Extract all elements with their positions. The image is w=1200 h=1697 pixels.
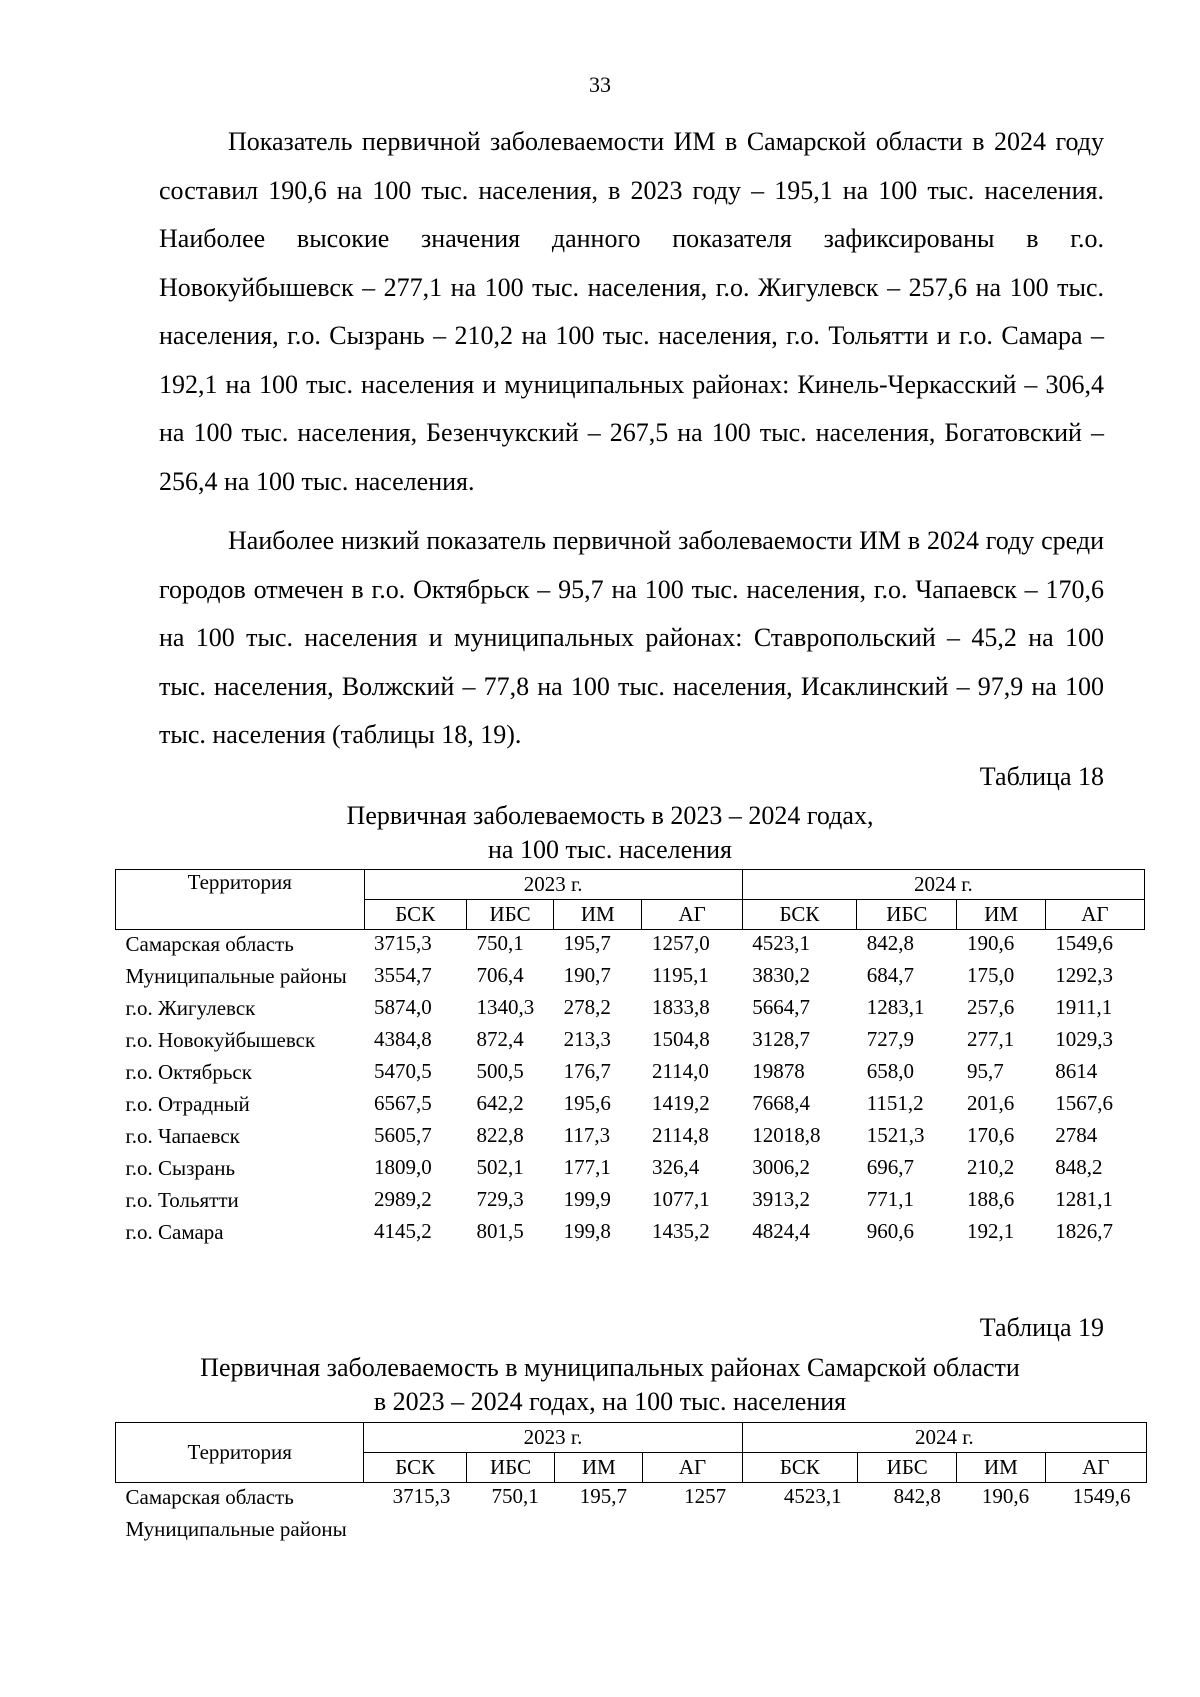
year-2024-header: 2024 г.	[742, 870, 1144, 900]
table-cell: 3830,2	[752, 963, 810, 987]
table-cell: 1195,1	[651, 963, 709, 987]
territory-name: Самарская область	[125, 932, 294, 956]
paragraph-1: Показатель первичной заболеваемости ИМ в Самарской области в 2024 году составил 190,6 на 100 тыс. населения, в 2023 году – 195,1 на 100 тыс. населения. Наиболее высокие значения данного показателя зафиксированы в г.о. Новокуйбышевск – 277,1 на 100 тыс. населения, г.о. Жигулевск – 257,6 на 100 тыс. населения, г.о. Сызрань – 210,2 на 100 тыс. населения, г.о. Тольятти и г.о. Самара – 192,1 на 100 тыс. населения и муниципальных районах: Кинель-Черкасский – 306,4 на 100 тыс. населения, Безенчукский – 267,5 на 100 тыс. населения, Богатовский – 256,4 на 100 тыс. населения.	[159, 127, 1104, 496]
column-header: БСК	[742, 1453, 858, 1483]
column-header: БСК	[364, 900, 466, 930]
table-cell: 4523,1	[783, 1484, 842, 1508]
table-cell: 199,9	[563, 1187, 611, 1211]
table-cell: 8614	[1055, 1059, 1098, 1083]
column-header: АГ	[642, 900, 742, 930]
table-cell: 1833,8	[651, 995, 710, 1019]
territory-header: Территория	[116, 870, 365, 930]
table-cell: 4523,1	[752, 931, 810, 955]
table-cell: 4145,2	[374, 1219, 432, 1243]
table-cell: 771,1	[866, 1187, 914, 1211]
paragraph-2: Наиболее низкий показатель первичной заболеваемости ИМ в 2024 году среди городов отмечен в г.о. Октябрьск – 95,7 на 100 тыс. населения, г.о. Чапаевск – 170,6 на 100 тыс. населения и муниципальных районах: Ставропольский – 45,2 на 100 тыс. населения, Волжский – 77,8 на 100 тыс. населения, Исаклинский – 97,9 на 100 тыс. населения (таблицы 18, 19).	[159, 526, 1104, 749]
table-row	[116, 962, 1145, 994]
table-cell: 3715,3	[374, 931, 432, 955]
table-cell: 277,1	[966, 1027, 1015, 1051]
column-header: БСК	[742, 900, 856, 930]
table-cell: 750,1	[476, 931, 524, 955]
column-header: АГ	[643, 1453, 742, 1483]
table-cell: 4824,4	[752, 1219, 810, 1243]
table-row	[116, 1186, 1145, 1218]
territory-name: г.о. Чапаевск	[125, 1124, 240, 1148]
table-cell: 1151,2	[866, 1091, 924, 1115]
column-header: ИМ	[555, 1453, 643, 1483]
table-cell: 706,4	[476, 963, 524, 987]
table-cell: 188,6	[966, 1187, 1015, 1211]
table-cell: 822,8	[476, 1123, 524, 1147]
table-cell: 201,6	[966, 1091, 1015, 1115]
table-18-caption-line-2: на 100 тыс. населения	[488, 835, 732, 864]
table-cell: 848,2	[1055, 1155, 1103, 1179]
table-cell: 2989,2	[374, 1187, 432, 1211]
table-18	[115, 869, 1145, 1250]
territory-name: г.о. Самара	[125, 1220, 224, 1244]
table-cell: 1504,8	[651, 1027, 710, 1051]
table-cell: 210,2	[966, 1155, 1015, 1179]
territory-name: Муниципальные районы	[125, 1517, 347, 1541]
table-cell: 117,3	[563, 1123, 611, 1147]
table-19-body	[116, 1483, 1147, 1548]
table-cell	[957, 1515, 1045, 1547]
table-cell: 1077,1	[651, 1187, 710, 1211]
table-cell: 278,2	[563, 995, 611, 1019]
table-cell: 177,1	[563, 1155, 611, 1179]
table-cell: 1281,1	[1055, 1187, 1113, 1211]
table-cell: 2114,8	[651, 1123, 709, 1147]
table-cell: 5874,0	[374, 995, 432, 1019]
table-cell: 1521,3	[866, 1123, 925, 1147]
column-header: ИМ	[957, 1453, 1045, 1483]
table-cell: 176,7	[563, 1059, 611, 1083]
column-header: БСК	[364, 1453, 466, 1483]
table-18-body	[116, 930, 1145, 1251]
table-row	[116, 930, 1145, 963]
table-cell: 175,0	[966, 963, 1015, 987]
table-cell: 1292,3	[1055, 963, 1113, 987]
table-row	[116, 1090, 1145, 1122]
table-cell	[742, 1515, 858, 1547]
table-cell: 1435,2	[651, 1219, 710, 1243]
table-cell: 1567,6	[1055, 1091, 1113, 1115]
table-cell: 684,7	[866, 963, 914, 987]
table-cell: 192,1	[966, 1219, 1015, 1243]
table-cell: 500,5	[476, 1059, 524, 1083]
table-cell: 170,6	[966, 1123, 1015, 1147]
table-cell	[466, 1515, 554, 1547]
table-cell: 1911,1	[1055, 995, 1113, 1019]
column-header: ИБС	[466, 900, 553, 930]
table-cell: 696,7	[866, 1155, 914, 1179]
table-19	[115, 1422, 1147, 1547]
territory-name: г.о. Октябрьск	[125, 1060, 252, 1084]
table-row	[116, 1515, 1147, 1547]
table-cell: 2784	[1055, 1123, 1098, 1147]
table-18-caption-line-1: Первичная заболеваемость в 2023 – 2024 годах,	[346, 801, 874, 830]
table-cell: 199,8	[563, 1219, 611, 1243]
territory-name: г.о. Жигулевск	[125, 996, 256, 1020]
table-cell: 2114,0	[651, 1059, 709, 1083]
table-cell: 190,7	[563, 963, 611, 987]
table-cell	[1045, 1515, 1146, 1547]
table-cell: 190,6	[981, 1484, 1030, 1508]
table-row	[116, 994, 1145, 1026]
table-cell: 190,6	[966, 931, 1015, 955]
table-19-caption-line-1: Первичная заболеваемость в муниципальных районах Самарской области	[200, 1353, 1020, 1382]
page-number: 33	[589, 72, 611, 97]
table-cell	[364, 1515, 466, 1547]
table-cell	[858, 1515, 957, 1547]
table-cell: 960,6	[866, 1219, 914, 1243]
table-cell: 642,2	[476, 1091, 524, 1115]
table-cell: 842,8	[893, 1484, 941, 1508]
table-cell	[643, 1515, 742, 1547]
table-cell: 727,9	[866, 1027, 914, 1051]
table-row	[116, 1026, 1145, 1058]
table-cell: 1283,1	[866, 995, 925, 1019]
table-cell: 3715,3	[392, 1484, 451, 1508]
table-18-label: Таблица 18	[979, 762, 1104, 791]
table-cell: 95,7	[966, 1059, 1004, 1083]
table-18-caption	[115, 799, 1105, 867]
territory-name: Муниципальные районы	[125, 964, 347, 988]
table-cell: 3913,2	[752, 1187, 810, 1211]
table-19-caption	[115, 1351, 1105, 1419]
table-cell: 1419,2	[651, 1091, 710, 1115]
table-cell: 7668,4	[752, 1091, 810, 1115]
table-cell	[555, 1515, 643, 1547]
table-cell: 19878	[752, 1059, 805, 1083]
table-cell: 195,7	[563, 931, 611, 955]
table-cell: 658,0	[866, 1059, 914, 1083]
table-cell: 195,7	[579, 1484, 627, 1508]
table-cell: 842,8	[866, 931, 914, 955]
table-cell: 213,3	[563, 1027, 611, 1051]
column-header: ИБС	[466, 1453, 554, 1483]
table-cell: 502,1	[476, 1155, 524, 1179]
table-cell: 1826,7	[1055, 1219, 1113, 1243]
table-cell: 5664,7	[752, 995, 810, 1019]
table-cell: 1029,3	[1055, 1027, 1113, 1051]
column-header: ИМ	[554, 900, 642, 930]
column-header: ИМ	[957, 900, 1045, 930]
table-cell: 3554,7	[374, 963, 432, 987]
table-row	[116, 1218, 1145, 1250]
table-row	[116, 1122, 1145, 1154]
table-cell: 5470,5	[374, 1059, 432, 1083]
table-cell: 1549,6	[1072, 1484, 1131, 1508]
table-row	[116, 1483, 1147, 1516]
table-cell: 5605,7	[374, 1123, 432, 1147]
territory-header: Территория	[116, 1423, 364, 1483]
table-cell: 3006,2	[752, 1155, 810, 1179]
table-cell: 1257	[684, 1484, 727, 1508]
table-cell: 1809,0	[374, 1155, 432, 1179]
table-19-caption-line-2: в 2023 – 2024 годах, на 100 тыс. населения	[373, 1387, 847, 1416]
table-cell: 326,4	[651, 1155, 700, 1179]
table-cell: 257,6	[966, 995, 1015, 1019]
column-header: ИБС	[857, 900, 957, 930]
territory-name: Самарская область	[125, 1485, 294, 1509]
table-cell: 1257,0	[651, 931, 710, 955]
table-cell: 872,4	[476, 1027, 524, 1051]
territory-name: г.о. Новокуйбышевск	[125, 1028, 316, 1052]
table-19-label: Таблица 19	[979, 1313, 1104, 1342]
territory-name: г.о. Сызрань	[125, 1156, 236, 1180]
year-2024-header: 2024 г.	[742, 1423, 1146, 1453]
table-row	[116, 1058, 1145, 1090]
year-2023-header: 2023 г.	[364, 870, 742, 900]
table-row	[116, 1154, 1145, 1186]
territory-name: г.о. Отрадный	[125, 1092, 250, 1116]
column-header: АГ	[1045, 900, 1144, 930]
table-cell: 195,6	[563, 1091, 611, 1115]
column-header: ИБС	[858, 1453, 957, 1483]
table-cell: 12018,8	[752, 1123, 821, 1147]
table-cell: 1549,6	[1055, 931, 1113, 955]
table-cell: 3128,7	[752, 1027, 810, 1051]
territory-name: г.о. Тольятти	[125, 1188, 239, 1212]
table-cell: 1340,3	[476, 995, 535, 1019]
table-cell: 4384,8	[374, 1027, 432, 1051]
table-cell: 729,3	[476, 1187, 524, 1211]
table-cell: 6567,5	[374, 1091, 432, 1115]
column-header: АГ	[1045, 1453, 1146, 1483]
table-cell: 750,1	[491, 1484, 539, 1508]
table-cell: 801,5	[476, 1219, 524, 1243]
year-2023-header: 2023 г.	[364, 1423, 742, 1453]
